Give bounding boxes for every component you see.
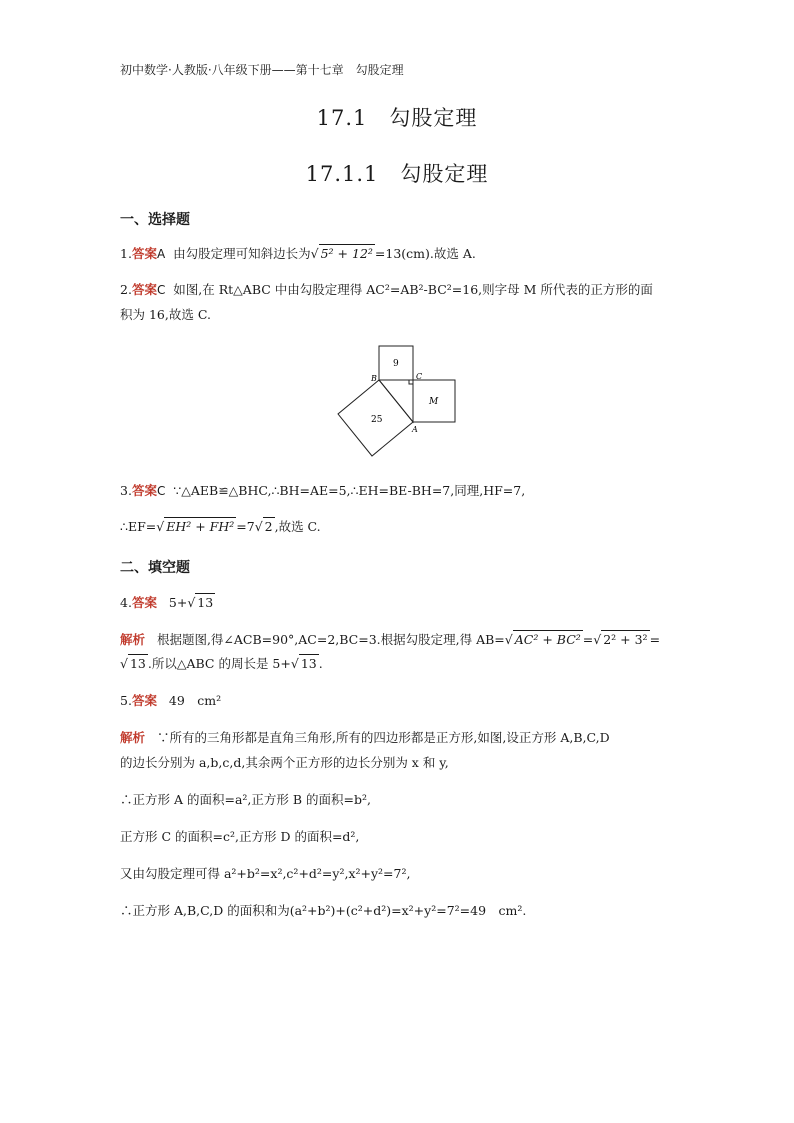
explanation-text: 积为 16,故选 C. bbox=[120, 307, 211, 322]
question-number: 1. bbox=[120, 246, 132, 261]
explanation-text: ∵△AEB≌△BHC,∴BH=AE=5,∴EH=BE-BH=7,同理,HF=7, bbox=[173, 483, 526, 498]
text: .所以△ABC 的周长是 5+ bbox=[147, 656, 291, 671]
sqrt-expression: √ 13 bbox=[120, 656, 146, 671]
label-left: 25 bbox=[371, 415, 383, 425]
explanation-text: =13(cm).故选 A. bbox=[374, 246, 476, 261]
text: ∴EF= bbox=[120, 519, 157, 534]
radicand: 13 bbox=[197, 595, 214, 610]
point-a: A bbox=[412, 425, 418, 434]
analysis-line-2 bbox=[120, 654, 323, 673]
point-b: B bbox=[371, 374, 377, 383]
analysis-line-5: 又由勾股定理可得 a²+b²=x²,c²+d²=y²,x²+y²=7², bbox=[120, 866, 411, 881]
answer-value: 5+ bbox=[168, 595, 188, 610]
analysis-line-2: 的边长分别为 a,b,c,d,其余两个正方形的边长分别为 x 和 y, bbox=[120, 755, 449, 770]
subsection-title: 17.1.1 勾股定理 bbox=[305, 162, 489, 186]
sqrt-expression: √ 2 bbox=[254, 519, 273, 534]
question-number: 4. bbox=[120, 595, 132, 610]
radicand: 2² + 3² bbox=[603, 632, 648, 647]
question-1 bbox=[120, 244, 476, 263]
answer-tag: 答案 bbox=[131, 483, 157, 498]
analysis-tag: 解析 bbox=[120, 730, 146, 745]
radicand: EH² + FH² bbox=[166, 519, 235, 534]
text: . bbox=[318, 656, 323, 671]
answer-value: 49 cm² bbox=[168, 693, 222, 708]
analysis-line-1 bbox=[120, 630, 660, 649]
explanation-text: 由勾股定理可知斜边长为 bbox=[173, 246, 311, 261]
radicand: AC² + BC² bbox=[514, 632, 581, 647]
answer-choice: A bbox=[156, 247, 166, 261]
text: = bbox=[582, 632, 594, 647]
sqrt-expression: √ AC² + BC² bbox=[504, 632, 581, 647]
question-2 bbox=[120, 281, 653, 299]
analysis-tag: 解析 bbox=[120, 632, 146, 647]
sqrt-expression: √ 13 bbox=[290, 656, 317, 671]
text: = bbox=[649, 632, 661, 647]
question-3 bbox=[120, 482, 525, 500]
question-number: 3. bbox=[120, 483, 132, 498]
section-heading-fill: 二、填空题 bbox=[120, 560, 190, 576]
answer-tag: 答案 bbox=[131, 693, 157, 708]
sqrt-expression: √ EH² + FH² bbox=[156, 519, 235, 534]
section-title: 17.1 勾股定理 bbox=[316, 106, 478, 130]
text: ,故选 C. bbox=[274, 519, 321, 534]
radicand: 2 bbox=[264, 519, 273, 534]
squares-figure bbox=[330, 340, 470, 465]
explanation-line bbox=[120, 517, 321, 536]
radicand: 5² + 12² bbox=[320, 246, 373, 261]
sqrt-expression: √ 13 bbox=[187, 595, 214, 610]
question-4 bbox=[120, 593, 215, 612]
point-c: C bbox=[416, 372, 423, 381]
section-heading-choice: 一、选择题 bbox=[120, 212, 190, 228]
answer-tag: 答案 bbox=[131, 282, 157, 297]
right-angle-mark bbox=[409, 380, 413, 384]
explanation-text: 如图,在 Rt△ABC 中由勾股定理得 AC²=AB²-BC²=16,则字母 M 所代表的正方形的面 bbox=[173, 282, 653, 297]
sqrt-expression: √ 2² + 3² bbox=[593, 632, 648, 647]
answer-choice: C bbox=[156, 484, 166, 498]
label-right: M bbox=[429, 397, 439, 407]
question-number: 5. bbox=[120, 693, 132, 708]
text: =7 bbox=[236, 519, 255, 534]
text: ∵所有的三角形都是直角三角形,所有的四边形都是正方形,如图,设正方形 A,B,C,D bbox=[156, 730, 610, 745]
radicand: 13 bbox=[129, 656, 146, 671]
question-5 bbox=[120, 692, 221, 710]
analysis-line-1 bbox=[120, 729, 610, 747]
answer-tag: 答案 bbox=[131, 246, 157, 261]
answer-tag: 答案 bbox=[131, 595, 157, 610]
label-top: 9 bbox=[393, 359, 399, 369]
analysis-line-6: ∴正方形 A,B,C,D 的面积和为(a²+b²)+(c²+d²)=x²+y²=7²=49 cm². bbox=[120, 903, 527, 918]
answer-choice: C bbox=[156, 283, 166, 297]
analysis-line-4: 正方形 C 的面积=c²,正方形 D 的面积=d², bbox=[120, 829, 360, 844]
page-header: 初中数学·人教版·八年级下册——第十七章 勾股定理 bbox=[120, 63, 404, 77]
analysis-line-3: ∴正方形 A 的面积=a²,正方形 B 的面积=b², bbox=[120, 792, 371, 807]
question-number: 2. bbox=[120, 282, 132, 297]
text: 根据题图,得∠ACB=90°,AC=2,BC=3.根据勾股定理,得 AB= bbox=[156, 632, 505, 647]
radicand: 13 bbox=[300, 656, 317, 671]
sqrt-expression: √ 5² + 12² bbox=[310, 246, 373, 261]
right-triangle bbox=[379, 380, 413, 422]
